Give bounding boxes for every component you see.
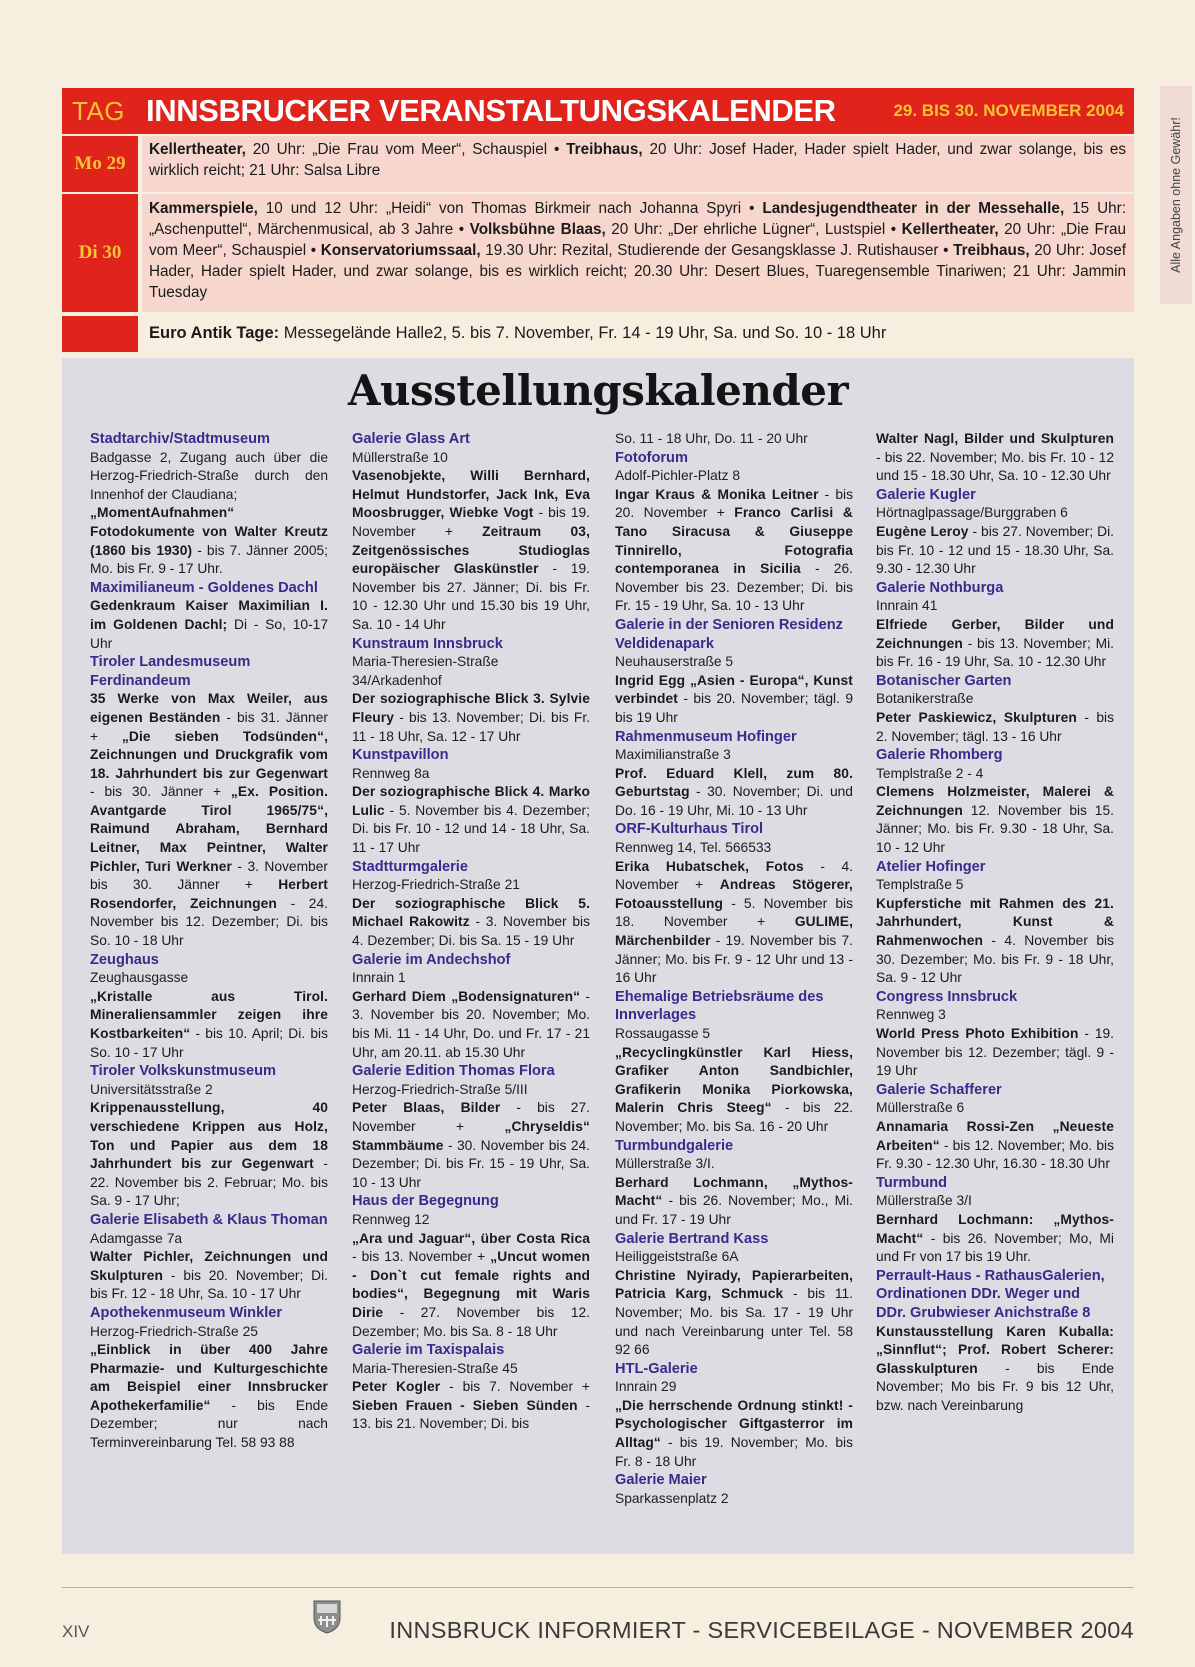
exhibition-entry [876,1174,1114,1267]
venue-address: Rennweg 3 [876,1007,946,1023]
exhibition-title: 35 Werke von Max Weiler, aus eigenen Beständen [90,691,328,725]
exhibition-title: „Uncut women - Don`t cut female rights and bodies“, Begegnung mit Waris Dirie [352,1249,591,1320]
venue-name: HTL-Galerie [615,1360,698,1377]
exhibition-dates: - bis 19. November; Mo. bis Fr. 8 - 18 Uhr [615,1435,853,1469]
exhibition-description [876,1323,1114,1416]
exhibition-description [352,783,590,857]
exhibition-title: Herbert Rosendorfer, Zeichnungen [90,877,328,911]
exhibition-panel [62,358,1134,1554]
venue-name: Treibhaus, [953,242,1030,259]
exhibition-entry [876,858,1114,988]
exhibition-dates: - 5. November bis 18. November + [615,895,853,930]
venue-address: Sparkassenplatz 2 [615,1490,729,1506]
exhibition-description [876,709,1114,746]
exhibition-entry [615,1471,853,1508]
exhibition-title: Peter Kogler [352,1379,441,1395]
exhibition-entry [876,988,1114,1081]
exhibition-entry [90,430,328,579]
exhibition-description [615,672,853,728]
venue-address: Herzog-Friedrich-Straße 25 [90,1323,258,1339]
exhibition-column-1 [90,430,328,1453]
event-details: 20 Uhr: „Die Frau vom Meer“, Schauspiel • [149,221,1126,259]
venue-address: Rennweg 12 [352,1211,430,1227]
exhibition-title: Ingar Kraus & Monika Leitner [615,486,819,502]
exhibition-entry [352,858,590,951]
exhibition-column-2 [352,430,590,1434]
exhibition-entry [90,951,328,1063]
exhibition-dates: - bis 20. November + [615,486,853,521]
venue-name: Stadtturmgalerie [352,858,468,875]
exhibition-title: Der soziographische Blick 4. Marko Lulic [352,784,590,818]
day-row-monday [62,136,1134,192]
exhibition-entry [615,820,853,987]
exhibition-title: Clemens Holzmeister, Malerei & Zeichnungen [876,784,1114,818]
venue-name: Treibhaus, [566,141,643,158]
exhibition-entry [352,430,590,635]
venue-name: Atelier Hofinger [876,858,986,875]
footer-publication: INNSBRUCK INFORMIERT - SERVICEBEILAGE - NOVEMBER 2004 [389,1617,1134,1643]
venue-address: Müllerstraße 6 [876,1100,965,1116]
venue-name: Ehemalige Betriebsräume des Innverlages [615,988,824,1024]
exhibition-description [876,1025,1114,1081]
exhibition-entry [876,746,1114,858]
exhibition-dates: - bis 7. Jänner 2005; Mo. bis Fr. 9 - 17 Uhr. [90,542,328,577]
innsbruck-crest-icon [312,1598,342,1634]
venue-name: Botanischer Garten [876,672,1012,689]
exhibition-description [352,1378,590,1434]
venue-address: Rennweg 8a [352,765,430,781]
exhibition-title: Vasenobjekte, Willi Bernhard, Helmut Hundstorfer, Jack Ink, Eva Moosbrugger, Wiebke Vogt [352,468,590,521]
exhibition-entry [90,579,328,653]
exhibition-title: Zeitraum 03, Zeitgenössisches Studioglas europäischer Glaskünstler [352,523,590,577]
venue-name: Tiroler Volkskunstmuseum [90,1063,276,1080]
exhibition-dates: - 19. November bis 7. Jänner; Mo. bis Fr. 9 - 12 Uhr und 13 - 16 Uhr [615,933,853,986]
exhibition-title: Christine Nyirady, Papierarbeiten, Patricia Karg, Schmuck [615,1267,853,1302]
exhibition-dates: - bis 10. April; Di. bis So. 10 - 17 Uhr [90,1026,328,1060]
exhibition-title: „Recyclingkünstler Karl Hiess, Grafiker Anton Sandbichler, Grafikerin Monika Piorkowska, Malerin Chris Steeg“ [615,1044,853,1116]
day-events [142,194,1134,312]
exhibition-dates: - bis 27. November + [352,1100,590,1134]
event-details: 19.30 Uhr: Rezital, Studierende der Gesangsklasse J. Rutishauser • [480,242,954,259]
exhibition-title: „Chryseldis“ Stammbäume [352,1118,590,1153]
exhibition-title: Berhard Lochmann, „Mythos-Macht“ [615,1174,853,1209]
exhibition-description [90,597,328,653]
exhibition-entry [352,1341,590,1434]
exhibition-title: „Ex. Position. Avantgarde Tirol 1965/75“, Raimund Abraham, Bernhard Leitner, Max Peintner, Walter Pichler, Turi Werkner [90,784,328,874]
exhibition-title: Peter Blaas, Bilder [352,1100,501,1116]
day-row-tuesday [62,194,1134,312]
venue-address: Müllerstraße 3/I. [615,1156,715,1172]
exhibition-dates: - 27. November bis 12. Dezember; Mo. bis Sa. 8 - 18 Uhr [352,1304,590,1339]
venue-name: Haus der Begegnung [352,1193,499,1210]
venue-address: Universitätsstraße 2 [90,1081,213,1097]
exhibition-description [876,1211,1114,1267]
exhibition-description [876,895,1114,988]
exhibition-title: Walter Pichler, Zeichnungen und Skulpturen [90,1249,328,1283]
venue-address: Neuhauserstraße 5 [615,654,734,670]
disclaimer-side-note [1160,86,1192,304]
exhibition-title: Der soziographische Blick 5. Michael Rakowitz [352,895,590,930]
exhibition-title: Der soziographische Blick 3. Sylvie Fleury [352,691,590,725]
exhibition-title: Peter Paskiewicz, Skulpturen [876,709,1077,725]
venue-name: Galerie im Andechshof [352,951,511,968]
exhibition-dates: - bis 31. Jänner + [90,709,328,744]
exhibition-dates: - 19. November bis 27. Jänner; Di. bis Fr. 10 - 12.30 Uhr und 15.30 bis 19 Uhr, Sa. 10 - 14 Uhr [352,561,590,632]
venue-name: Kammerspiele, [149,200,258,217]
exhibition-description [352,690,590,746]
venue-address: Adamgasse 7a [90,1230,183,1246]
venue-name: Kunstraum Innsbruck [352,635,503,652]
exhibition-dates: - 19. November bis 12. Dezember; tägl. 9 - 19 Uhr [876,1026,1114,1079]
exhibition-description [876,1118,1114,1174]
exhibition-entry [352,951,590,1063]
venue-address: Maria-Theresien-Straße 34/Arkadenhof [352,654,499,688]
venue-address: Botanikerstraße [876,691,974,707]
venue-name: ORF-Kulturhaus Tirol [615,821,764,838]
exhibition-dates: - bis Ende Dezember; nur nach Terminvereinbarung Tel. 58 93 88 [90,1397,328,1451]
venue-address: Müllerstraße 10 [352,449,448,465]
exhibition-title: Elfriede Gerber, Bilder und Zeichnungen [876,616,1114,651]
event-details: 20 Uhr: „Der ehrliche Lügner“, Lustspiel • [605,221,902,238]
extra-event-title: Euro Antik Tage: [149,324,280,342]
venue-address: Innrain 29 [615,1379,677,1395]
exhibition-title: Kupferstiche mit Rahmen des 21. Jahrhundert, Kunst & Rahmenwochen [876,895,1114,949]
header-title: INNSBRUCKER VERANSTALTUNGSKALENDER [146,93,836,128]
venue-name: Galerie Rhomberg [876,747,1003,764]
exhibition-title: Bernhard Lochmann: „Mythos-Macht“ [876,1211,1114,1246]
exhibition-description [90,1341,328,1453]
extra-event-row [62,316,1134,352]
exhibition-title: „Kristalle aus Tirol. Mineraliensammler zeigen ihre Kostbarkeiten“ [90,988,328,1041]
exhibition-description [615,765,853,821]
exhibition-title: Gedenkraum Kaiser Maximilian I. im Goldenen Dachl; [90,598,328,632]
exhibition-description [90,1099,328,1211]
exhibition-title: Franco Carlisi & Tano Siracusa & Giuseppe Tinnirello, Fotografia contemporanea in Sicilia [615,505,853,577]
venue-address: Rennweg 14, Tel. 566533 [615,840,772,856]
exhibition-title: Prof. Eduard Klell, zum 80. Geburtstag [615,765,853,800]
exhibition-title: GULIME, Märchenbilder [615,914,853,949]
venue-name: Congress Innsbruck [876,988,1018,1005]
exhibition-dates: - 26. November bis 23. Dezember; Di. bis Fr. 15 - 19 Uhr, Sa. 10 - 13 Uhr [615,561,853,614]
exhibition-description [615,1267,853,1360]
exhibition-dates: - bis 7. November + [440,1379,590,1395]
venue-name: Galerie Glass Art [352,431,470,447]
exhibition-description [876,430,1114,486]
venue-address: Herzog-Friedrich-Straße 5/III [352,1081,528,1097]
venue-name: Kunstpavillon [352,747,449,764]
event-details: 20 Uhr: Josef Hader, Hader spielt Hader, und zwar solange, bis es wirklich reicht; 21 Uhr: Salsa Libre [149,141,1126,179]
venue-name: Landesjugendtheater in der Messehalle, [762,200,1065,217]
exhibition-description [876,523,1114,579]
exhibition-entry [615,1137,853,1230]
exhibition-entry [876,430,1114,486]
exhibition-entry [876,1267,1114,1416]
exhibition-entry [615,1230,853,1360]
exhibition-dates: - bis 26. November; Mo, Mi und Fr von 17 bis 19 Uhr. [876,1230,1114,1265]
exhibition-description [352,895,590,951]
exhibition-title: Gerhard Diem „Bodensignaturen“ [352,988,581,1004]
venue-name: Galerie im Taxispalais [352,1342,505,1359]
venue-name: Turmbund [876,1174,948,1191]
exhibition-entry [615,1360,853,1472]
exhibition-description [876,616,1114,672]
exhibition-entry [615,616,853,728]
venue-name: Konservatoriumssaal, [320,242,481,259]
exhibition-description [90,1248,328,1304]
exhibition-dates: - bis 20. November; Di. bis Fr. 12 - 18 Uhr, Sa. 10 - 17 Uhr [90,1267,328,1302]
exhibition-title: „MomentAufnahmen“ Fotodokumente von Walter Kreutz (1860 bis 1930) [90,505,328,558]
day-label: Mo 29 [62,136,138,192]
venue-address: Herzog-Friedrich-Straße 21 [352,877,520,893]
exhibition-description [876,783,1114,857]
venue-address: Heiliggeiststraße 6A [615,1249,739,1265]
exhibition-dates: - bis 19. November + [352,505,591,539]
venue-address: Zeughausgasse [90,970,189,986]
exhibition-column-3 [615,430,853,1508]
exhibition-title: Walter Nagl, Bilder und Skulpturen [876,431,1114,446]
venue-name: Galerie in der Senioren Residenz Veldidenapark [615,616,843,652]
exhibition-description [615,1397,853,1471]
page-number: XIV [62,1622,90,1641]
extra-event-details: Messegelände Halle2, 5. bis 7. November, Fr. 14 - 19 Uhr, Sa. und So. 10 - 18 Uhr [279,324,887,342]
exhibition-entry [352,635,590,747]
venue-name: Galerie Elisabeth & Klaus Thoman [90,1211,328,1228]
exhibition-title: World Press Photo Exhibition [876,1026,1079,1041]
exhibition-dates: - 22. November bis 2. Februar; Mo. bis Sa. 9 - 17 Uhr; [90,1156,328,1209]
venue-address: Maximilianstraße 3 [615,747,731,763]
exhibition-title: Krippenausstellung, 40 verschiedene Krippen aus Holz, Ton und Papier aus dem 18 Jahrhundert bis zur Gegenwart [90,1100,328,1172]
exhibition-title: Kunstausstellung Karen Kuballa: „Sinnflut“; Prof. Robert Scherer: Glasskulpturen [876,1323,1114,1376]
exhibition-description [615,1174,853,1230]
exhibition-dates: - bis 26. November; Mo., Mi. und Fr. 17 - 19 Uhr [615,1193,853,1227]
exhibition-column-4 [876,430,1114,1415]
exhibition-title: Annamaria Rossi-Zen „Neueste Arbeiten“ [876,1118,1114,1153]
exhibition-entry [352,746,590,858]
exhibition-entry [615,728,853,821]
exhibition-title: Erika Hubatschek, Fotos [615,858,804,874]
exhibition-entry [615,430,853,449]
exhibition-entry [615,449,853,616]
venue-address: Templstraße 5 [876,877,964,893]
venue-address: Badgasse 2, Zugang auch über die Herzog-Friedrich-Straße durch den Innenhof der Claudiana; [90,449,328,502]
exhibition-title: „Die herrschende Ordnung stinkt! - Psychologischer Giftgasterror im Alltag“ [615,1397,853,1451]
exhibition-description [352,1099,590,1192]
event-details: 10 und 12 Uhr: „Heidi“ von Thomas Birkmeir nach Johanna Spyri • [257,200,763,217]
exhibition-dates: - bis 30. Jänner + [90,784,231,800]
venue-name: Rahmenmuseum Hofinger [615,728,797,745]
exhibition-dates: - bis 2. November; tägl. 13 - 16 Uhr [876,709,1114,744]
exhibition-title: Ingrid Egg „Asien - Europa“, Kunst verbindet [615,672,853,707]
exhibition-dates: - 4. November bis 30. Dezember; Mo. bis Fr. 9 - 18 Uhr, Sa. 9 - 12 Uhr [876,933,1114,986]
venue-name: Turmbundgalerie [615,1137,734,1154]
exhibition-entry [876,1081,1114,1174]
venue-address: Hörtnaglpassage/Burggraben 6 [876,505,1068,521]
exhibition-dates: - 4. November + [615,858,853,893]
exhibition-dates: - bis 13. November + [352,1249,491,1265]
exhibition-title: Andreas Stögerer, Fotoausstellung [615,877,853,911]
exhibition-dates: - bis 13. November; Mi. bis Fr. 16 - 19 Uhr, Sa. 10 - 12.30 Uhr [876,635,1114,670]
exhibition-entry [90,1062,328,1211]
extra-event [142,316,1134,352]
exhibition-description [615,1044,853,1137]
exhibition-dates: - bis 12. November; Mo. bis Fr. 9.30 - 12.30 Uhr, 16.30 - 18.30 Uhr [876,1137,1114,1172]
exhibition-description [615,486,853,616]
venue-name: Fotoforum [615,449,688,466]
footer-divider [62,1587,1134,1588]
venue-name: Galerie Maier [615,1472,707,1489]
exhibition-dates: Di - So, 10-17 Uhr [90,616,329,651]
exhibition-title: Sieben Frauen - Sieben Sünden [352,1397,578,1413]
header-date: 29. BIS 30. NOVEMBER 2004 [893,101,1124,120]
exhibition-dates: - bis 27. November; Di. bis Fr. 10 - 12 und 15 - 18.30 Uhr, Sa. 9.30 - 12.30 Uhr [876,523,1114,577]
exhibition-description [352,988,590,1062]
venue-address: Müllerstraße 3/I [876,1193,972,1209]
exhibition-entry [90,1304,328,1453]
exhibition-description [615,858,853,988]
header-tag: TAG [72,95,126,126]
calendar-header [62,88,1134,134]
exhibition-description [90,504,328,578]
exhibition-dates: - bis 20. November; tägl. 9 bis 19 Uhr [615,691,853,725]
exhibition-dates: - 30. November bis 24. Dezember; Di. bis Fr. 15 - 19 Uhr, Sa. 10 - 13 Uhr [352,1137,590,1190]
exhibition-dates: - bis 22. November; Mo. bis Fr. 10 - 12 und 15 - 18.30 Uhr, Sa. 10 - 12.30 Uhr [876,449,1114,484]
exhibition-dates: - bis 11. November; Mo. bis Sa. 17 - 19 Uhr und nach Vereinbarung unter Tel. 58 92 66 [615,1286,853,1358]
exhibition-title: „Einblick in über 400 Jahre Pharmazie- und Kulturgeschichte am Beispiel einer Innsbrucker Apothekerfamilie“ [90,1342,328,1413]
exhibition-dates: - 3. November bis 30. Jänner + [90,858,329,893]
venue-name: Galerie Nothburga [876,579,1004,596]
venue-address: So. 11 - 18 Uhr, Do. 11 - 20 Uhr [615,431,808,446]
venue-address: Templstraße 2 - 4 [876,765,984,781]
venue-name: Galerie Kugler [876,486,976,503]
exhibition-title: Eugène Leroy [876,523,969,539]
venue-name: Kellertheater, [149,141,246,158]
venue-name: Galerie Schafferer [876,1081,1002,1098]
exhibition-entry [352,1192,590,1341]
venue-name: Perrault-Haus - RathausGalerien, Ordinationen DDr. Weger und DDr. Grubwieser Anichstraße 8 [876,1267,1105,1321]
venue-name: Galerie Edition Thomas Flora [352,1063,555,1080]
venue-name: Stadtarchiv/Stadtmuseum [90,431,271,447]
exhibition-dates: - bis 22. November; Mo. bis Sa. 16 - 20 Uhr [615,1100,853,1134]
exhibition-title: „Ara und Jaguar“, über Costa Rica [352,1230,590,1246]
exhibition-entry [876,579,1114,672]
venue-address: Adolf-Pichler-Platz 8 [615,468,740,484]
exhibition-entry [876,672,1114,746]
venue-address: Maria-Theresien-Straße 45 [352,1360,518,1376]
venue-address: Innrain 1 [352,970,406,986]
exhibition-dates: 12. November bis 15. Jänner; Mo. bis Fr. 9.30 - 18 Uhr, Sa. 10 - 12 Uhr [876,802,1114,856]
venue-address: Innrain 41 [876,598,938,614]
exhibition-entry [90,1211,328,1304]
venue-name: Galerie Bertrand Kass [615,1230,769,1247]
exhibition-dates: - bis 13. November; Di. bis Fr. 11 - 18 Uhr, Sa. 12 - 17 Uhr [352,709,590,744]
exhibition-dates: - 24. November bis 12. Dezember; Di. bis So. 10 - 18 Uhr [90,895,328,949]
exhibition-dates: - 30. November; Di. und Do. 16 - 19 Uhr, Mi. 10 - 13 Uhr [615,784,853,818]
exhibition-entry [876,486,1114,579]
exhibition-dates: - 5. November bis 4. Dezember; Di. bis Fr. 10 - 12 und 14 - 18 Uhr, Sa. 11 - 17 Uhr [352,802,590,856]
venue-address: Rossaugasse 5 [615,1026,711,1041]
day-events [142,136,1134,192]
exhibition-description [90,988,328,1062]
exhibition-entry [90,653,328,951]
venue-name: Maximilianeum - Goldenes Dachl [90,579,318,596]
exhibition-dates: - 13. bis 21. November; Di. bis [352,1397,590,1432]
exhibition-description [352,467,590,634]
venue-name: Apothekenmuseum Winkler [90,1304,283,1321]
venue-name: Kellertheater, [901,221,999,238]
exhibition-title: „Die sieben Todsünden“, Zeichnungen und Druckgrafik vom 18. Jahrhundert bis zur Gegenwart [90,728,329,781]
day-label: Di 30 [62,194,138,312]
event-details: 20 Uhr: Josef Hader, Hader spielt Hader, und zwar solange, bis es wirklich reicht; 20.30 Uhr: Desert Blues, Tuaregensemble Tinariwen; 21 Uhr: Jammin Tuesday [149,242,1126,301]
exhibition-dates: - 3. November bis 20. November; Mo. bis Mi. 11 - 14 Uhr, Do. und Fr. 17 - 21 Uhr, am 20.11. ab 15.30 Uhr [352,988,590,1060]
disclaimer-text: Alle Angaben ohne Gewähr! [1169,117,1183,273]
day-label-empty [62,316,138,352]
event-details: 20 Uhr: „Die Frau vom Meer“, Schauspiel • [245,141,567,158]
event-details: 15 Uhr: „Aschenputtel“, Märchenmusical, ab 3 Jahre • [149,200,1126,238]
venue-name: Zeughaus [90,951,159,968]
exhibition-description [352,1230,590,1342]
exhibition-dates: - 3. November bis 4. Dezember; Di. bis Sa. 15 - 19 Uhr [352,914,590,949]
venue-name: Tiroler Landesmuseum Ferdinandeum [90,654,251,689]
exhibition-entry [352,1062,590,1192]
exhibition-dates: - bis Ende November; Mo bis Fr. 9 bis 12 Uhr, bzw. nach Vereinbarung [876,1360,1114,1413]
panel-title: Ausstellungskalender [347,366,849,415]
exhibition-entry [615,988,853,1137]
venue-name: Volksbühne Blaas, [469,221,606,238]
exhibition-description [90,690,328,950]
